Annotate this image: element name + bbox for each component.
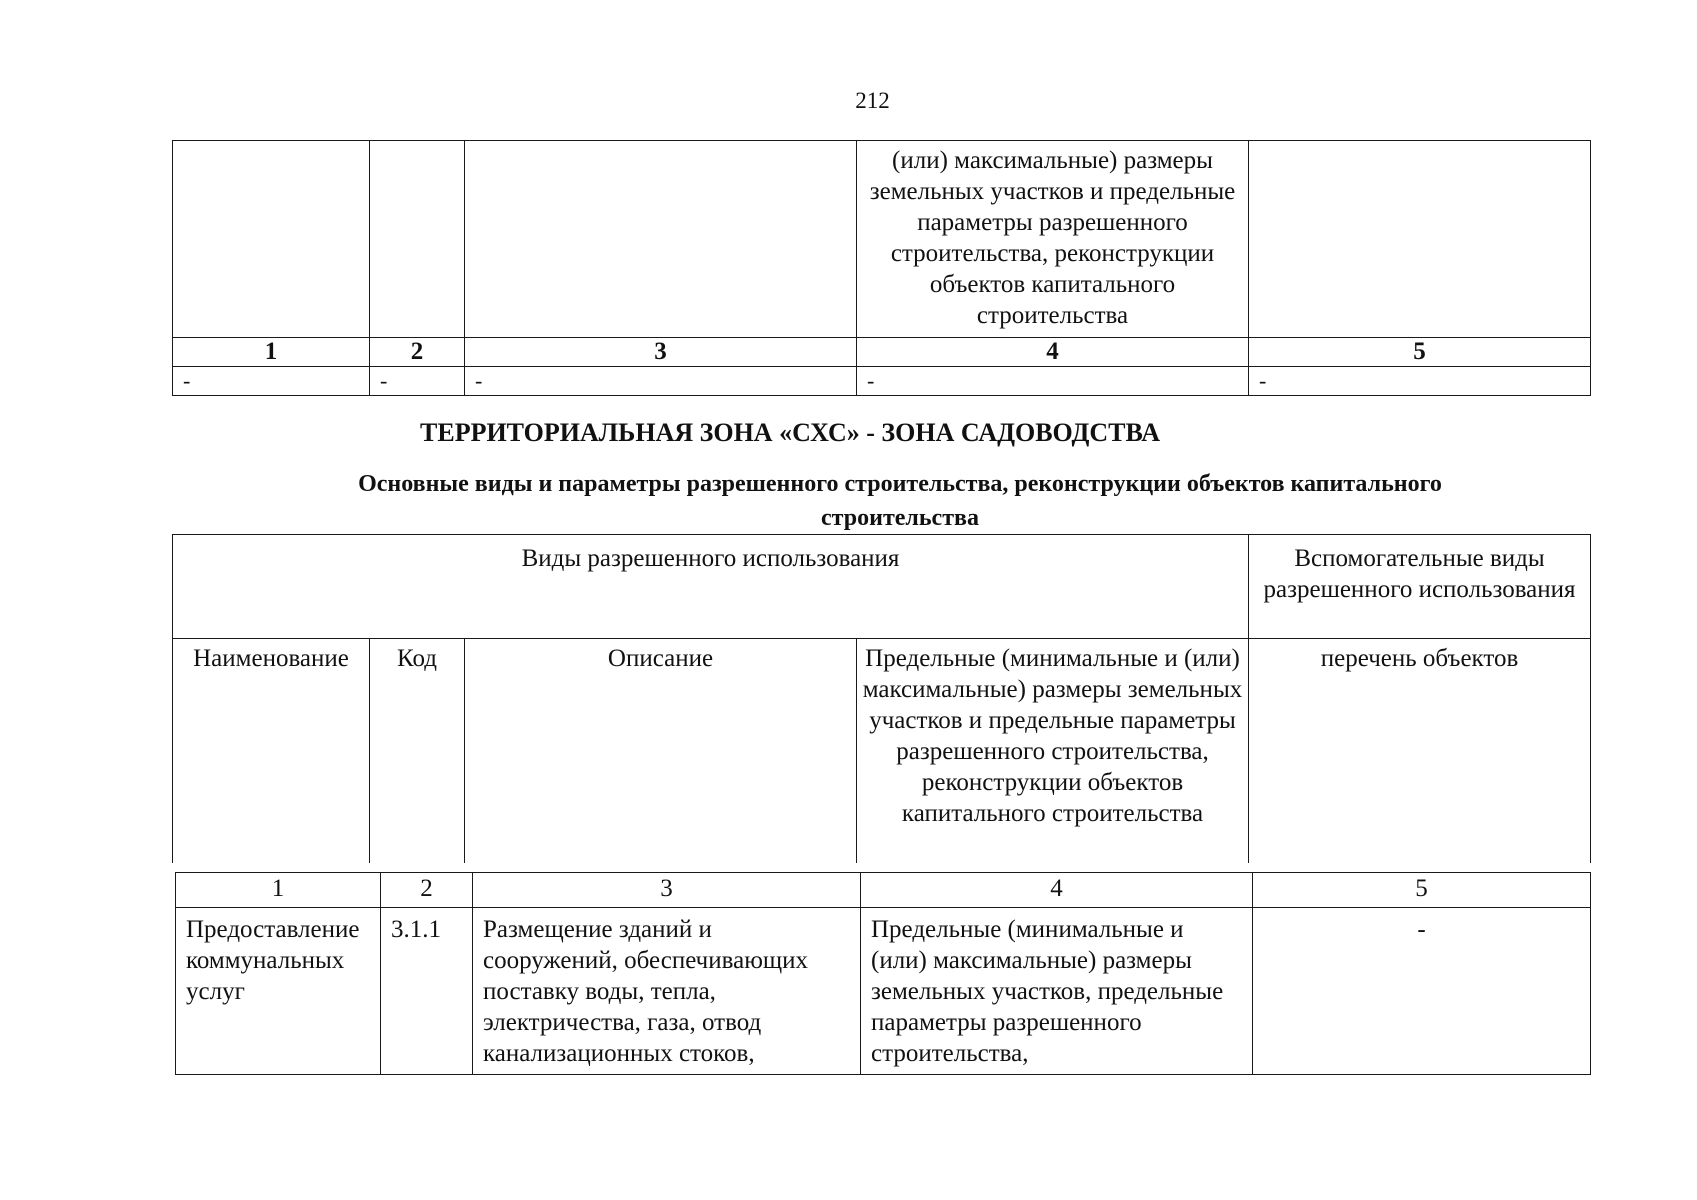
dash-cell: -: [465, 367, 857, 396]
name-cell: Предоставление коммунальных услуг: [176, 908, 381, 1075]
limits-cell: (или) максимальные) размеры земельных участков и предельные параметры разрешенного строительства, реконструкции объектов капитального строительства: [857, 141, 1249, 338]
dash-cell: -: [1249, 367, 1591, 396]
group-header-aux: Вспомогательные виды разрешенного использования: [1249, 535, 1591, 639]
column-header-description: Описание: [465, 639, 857, 864]
header-table: [172, 534, 1591, 863]
dash-cell: -: [173, 367, 370, 396]
column-number: 1: [173, 338, 370, 367]
column-number: 4: [857, 338, 1249, 367]
column-header-row: [173, 639, 1591, 864]
dash-cell: -: [857, 367, 1249, 396]
column-number: 5: [1253, 873, 1591, 908]
table-row: [173, 141, 1591, 338]
column-header-limits: Предельные (минимальные и (или) максимальные) размеры земельных участков и предельные параметры разрешенного строительства, реконструкции объектов капитального строительства: [857, 639, 1249, 864]
column-numbers-row: [173, 338, 1591, 367]
continuation-table: [172, 140, 1591, 396]
column-number: 2: [381, 873, 473, 908]
group-header-main: Виды разрешенного использования: [173, 535, 1249, 639]
column-number: 5: [1249, 338, 1591, 367]
code-cell: 3.1.1: [381, 908, 473, 1075]
table-cell: [370, 141, 465, 338]
table-row: [173, 367, 1591, 396]
column-number: 3: [465, 338, 857, 367]
column-numbers-row: [176, 873, 1591, 908]
table-row: [176, 908, 1591, 1075]
column-header-objects: перечень объектов: [1249, 639, 1591, 864]
dash-cell: -: [370, 367, 465, 396]
data-table: [175, 872, 1591, 1075]
column-header-name: Наименование: [173, 639, 370, 864]
zone-title: ТЕРРИТОРИАЛЬНАЯ ЗОНА «СХС» - ЗОНА САДОВОДСТВА: [420, 418, 1160, 447]
column-number: 3: [473, 873, 861, 908]
section-subtitle: Основные виды и параметры разрешенного строительства, реконструкции объектов капитального строительства: [358, 471, 1442, 531]
table-cell: [173, 141, 370, 338]
limits-cell: Предельные (минимальные и (или) максимальные) размеры земельных участков, предельные параметры разрешенного строительства,: [861, 908, 1253, 1075]
objects-cell: -: [1253, 908, 1591, 1075]
description-cell: Размещение зданий и сооружений, обеспечивающих поставку воды, тепла, электричества, газа, отвод канализационных стоков,: [473, 908, 861, 1075]
column-number: 2: [370, 338, 465, 367]
table-cell: [1249, 141, 1591, 338]
page-number: 212: [855, 88, 890, 113]
table-cell: [465, 141, 857, 338]
group-header-row: [173, 535, 1591, 639]
column-header-code: Код: [370, 639, 465, 864]
column-number: 4: [861, 873, 1253, 908]
column-number: 1: [176, 873, 381, 908]
